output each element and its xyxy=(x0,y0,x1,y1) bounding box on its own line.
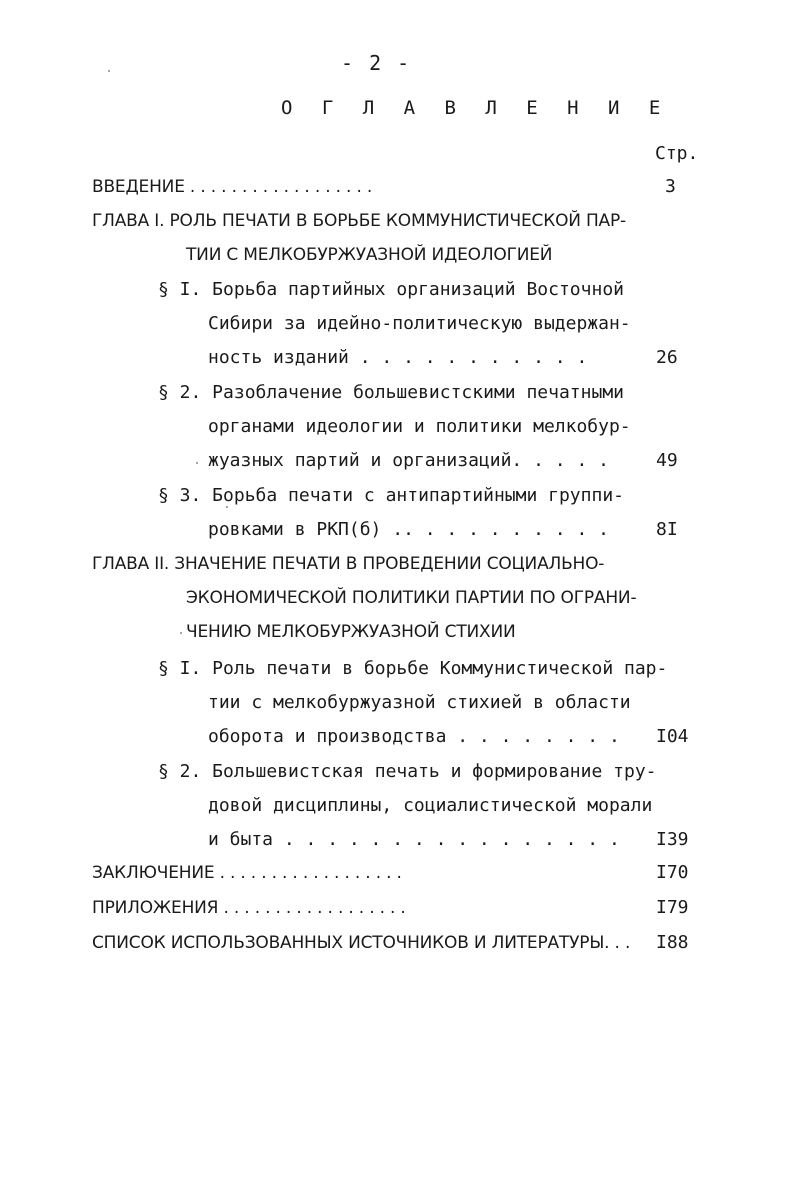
toc-section-2-1[interactable]: § I. Роль печати в борьбе Коммунистической пар- xyxy=(158,658,668,679)
toc-section-1-2[interactable]: § 2. Разоблачение большевистскими печатными xyxy=(158,382,624,403)
toc-section-1-2-cont: жуазных партий и организаций. . . . . xyxy=(208,450,609,471)
toc-chapter-1-title-cont: ТИИ С МЕЛКОБУРЖУАЗНОЙ ИДЕОЛОГИЕЙ xyxy=(186,245,553,265)
toc-chapter-2-title-cont: ЭКОНОМИЧЕСКОЙ ПОЛИТИКИ ПАРТИИ ПО ОГРАНИ- xyxy=(186,588,637,608)
toc-page-section-1-2: 49 xyxy=(656,450,678,471)
toc-section-2-2-cont: довой дисциплины, социалистической морали xyxy=(208,795,653,816)
scan-speck xyxy=(108,70,110,72)
toc-section-1-1-cont: Сибири за идейно-политическую выдержан- xyxy=(208,313,631,334)
toc-section-2-1-cont: оборота и производства . . . . . . . . xyxy=(208,726,620,747)
toc-page-section-1-1: 26 xyxy=(656,347,678,368)
toc-section-2-2[interactable]: § 2. Большевистская печать и формирование тру- xyxy=(158,761,657,782)
toc-chapter-2-title-cont: ЧЕНИЮ МЕЛКОБУРЖУАЗНОЙ СТИХИИ xyxy=(186,622,516,642)
scan-speck xyxy=(226,506,228,508)
page-title: О Г Л А В Л Е Н И Е xyxy=(281,97,670,119)
toc-page-section-2-2: I39 xyxy=(656,829,689,850)
toc-section-1-3[interactable]: § 3. Борьба печати с антипартийными группи- xyxy=(158,485,624,506)
toc-section-2-2-cont: и быта . . . . . . . . . . . . . . . . xyxy=(208,829,620,850)
toc-page-introduction: 3 xyxy=(665,176,676,197)
toc-entry-appendices[interactable]: ПРИЛОЖЕНИЯ . . . . . . . . . . . . . . . . . . xyxy=(92,898,406,918)
toc-page-appendices: I79 xyxy=(656,897,689,918)
toc-section-1-1[interactable]: § I. Борьба партийных организаций Восточной xyxy=(158,279,624,300)
page-number: - 2 - xyxy=(341,51,412,75)
toc-page-references: I88 xyxy=(656,932,689,953)
toc-section-1-1-cont: ность изданий . . . . . . . . . . . xyxy=(208,347,588,368)
toc-section-2-1-cont: тии с мелкобуржуазной стихией в области xyxy=(208,692,631,713)
toc-chapter-2-title[interactable]: ГЛАВА II. ЗНАЧЕНИЕ ПЕЧАТИ В ПРОВЕДЕНИИ СОЦИАЛЬНО- xyxy=(92,554,605,574)
toc-page-section-2-1: I04 xyxy=(656,726,689,747)
page-column-header: Стр. xyxy=(655,143,699,164)
toc-page-section-1-3: 8I xyxy=(656,519,678,540)
toc-entry-conclusion[interactable]: ЗАКЛЮЧЕНИЕ . . . . . . . . . . . . . . . . . . xyxy=(92,863,402,883)
toc-chapter-1-title[interactable]: ГЛАВА I. РОЛЬ ПЕЧАТИ В БОРЬБЕ КОММУНИСТИЧЕСКОЙ ПАР- xyxy=(92,211,626,231)
toc-entry-introduction[interactable]: ВВЕДЕНИЕ . . . . . . . . . . . . . . . . . . xyxy=(92,177,373,197)
toc-section-1-3-cont: ровками в РКП(б) .. . . . . . . . . . xyxy=(208,519,609,540)
toc-section-1-2-cont: органами идеологии и политики мелкобур- xyxy=(208,416,631,437)
toc-page-conclusion: I70 xyxy=(656,862,689,883)
scan-speck xyxy=(180,632,182,634)
toc-entry-references[interactable]: СПИСОК ИСПОЛЬЗОВАННЫХ ИСТОЧНИКОВ И ЛИТЕРАТУРЫ. . . xyxy=(92,933,631,953)
scan-speck xyxy=(196,462,198,464)
